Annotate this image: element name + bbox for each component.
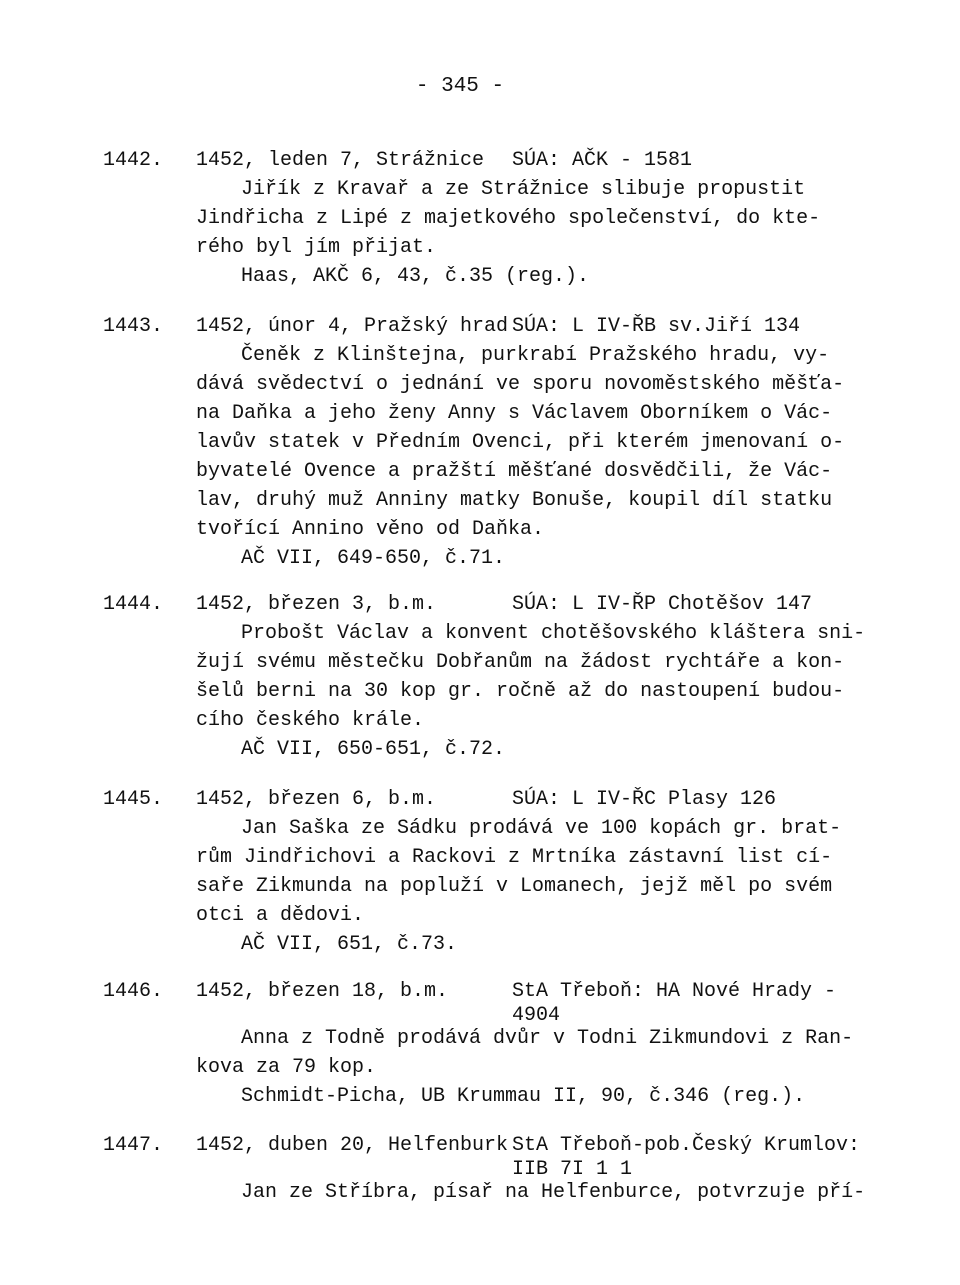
entry-archive-signature: StA Třeboň-pob.Český Krumlov: xyxy=(512,1134,861,1157)
regest-line: Jindřicha z Lipé z majetkového společenství, do kte- xyxy=(196,207,821,230)
entry-date-place: 1452, březen 6, b.m. xyxy=(196,788,437,811)
regest-line: žují svému městečku Dobřanům na žádost rychtáře a kon- xyxy=(196,651,845,674)
entry-number: 1446. xyxy=(103,980,164,1003)
regest-line: rého byl jím přijat. xyxy=(196,236,437,259)
entry-reference: AČ VII, 650-651, č.72. xyxy=(241,738,506,761)
entry-reference: AČ VII, 649-650, č.71. xyxy=(241,547,506,570)
entry-date-place: 1452, leden 7, Strážnice xyxy=(196,149,485,172)
entry-archive-signature: SÚA: L IV-ŘC Plasy 126 xyxy=(512,788,777,811)
regest-line: cího českého krále. xyxy=(196,709,425,732)
entry-regest xyxy=(196,619,886,764)
entry-reference: Schmidt-Picha, UB Krummau II, 90, č.346 (reg.). xyxy=(241,1085,806,1108)
regest-line: Anna z Todně prodává dvůr v Todni Zikmundovi z Ran- xyxy=(241,1027,854,1050)
entry-archive-signature-cont: 4904 xyxy=(512,1004,561,1027)
entry-archive-signature: SÚA: L IV-ŘB sv.Jiří 134 xyxy=(512,315,801,338)
regest-line: dává svědectví o jednání ve sporu novoměstského měšťa- xyxy=(196,373,845,396)
regest-line: tvořící Annino věno od Daňka. xyxy=(196,518,545,541)
entry-archive-signature-cont: IIB 7I 1 1 xyxy=(512,1158,633,1181)
regest-line: šelů berni na 30 kop gr. ročně až do nastoupení budou- xyxy=(196,680,845,703)
entry-archive-signature: StA Třeboň: HA Nové Hrady - xyxy=(512,980,837,1003)
entry-regest xyxy=(196,1178,886,1207)
regest-line: lavův statek v Předním Ovenci, při kterém jmenovaní o- xyxy=(196,431,845,454)
regest-line: Jan ze Stříbra, písař na Helfenburce, potvrzuje pří- xyxy=(241,1181,866,1204)
entry-number: 1445. xyxy=(103,788,164,811)
entry-archive-signature: SÚA: AČK - 1581 xyxy=(512,149,693,172)
entry-date-place: 1452, březen 3, b.m. xyxy=(196,593,437,616)
regest-line: lav, druhý muž Anniny matky Bonuše, koupil díl statku xyxy=(196,489,833,512)
entry-archive-signature: SÚA: L IV-ŘP Chotěšov 147 xyxy=(512,593,813,616)
entry-regest xyxy=(196,175,886,291)
entry-reference: AČ VII, 651, č.73. xyxy=(241,933,458,956)
regest-line: otci a dědovi. xyxy=(196,904,365,927)
regest-line: saře Zikmunda na popluží v Lomanech, jejž měl po svém xyxy=(196,875,833,898)
entry-date-place: 1452, únor 4, Pražský hrad xyxy=(196,315,509,338)
regest-line: Jan Saška ze Sádku prodává ve 100 kopách gr. brat- xyxy=(241,817,842,840)
entry-number: 1443. xyxy=(103,315,164,338)
regest-line: Čeněk z Klinštejna, purkrabí Pražského hradu, vy- xyxy=(241,344,830,367)
regest-line: Jiřík z Kravař a ze Strážnice slibuje propustit xyxy=(241,178,806,201)
regest-line: rům Jindřichovi a Rackovi z Mrtníka zástavní list cí- xyxy=(196,846,833,869)
entry-number: 1444. xyxy=(103,593,164,616)
entry-date-place: 1452, duben 20, Helfenburk xyxy=(196,1134,509,1157)
page-number: - 345 - xyxy=(415,75,505,98)
regest-line: Probošt Václav a konvent chotěšovského kláštera sni- xyxy=(241,622,866,645)
entry-number: 1442. xyxy=(103,149,164,172)
regest-line: kova za 79 kop. xyxy=(196,1056,377,1079)
entry-reference: Haas, AKČ 6, 43, č.35 (reg.). xyxy=(241,265,590,288)
regest-line: byvatelé Ovence a pražští měšťané dosvědčili, že Vác- xyxy=(196,460,833,483)
entry-regest xyxy=(196,814,886,959)
entry-number: 1447. xyxy=(103,1134,164,1157)
entry-regest xyxy=(196,1024,886,1111)
entry-regest xyxy=(196,341,886,573)
regest-line: na Daňka a jeho ženy Anny s Václavem Oborníkem o Vác- xyxy=(196,402,833,425)
entry-date-place: 1452, březen 18, b.m. xyxy=(196,980,449,1003)
